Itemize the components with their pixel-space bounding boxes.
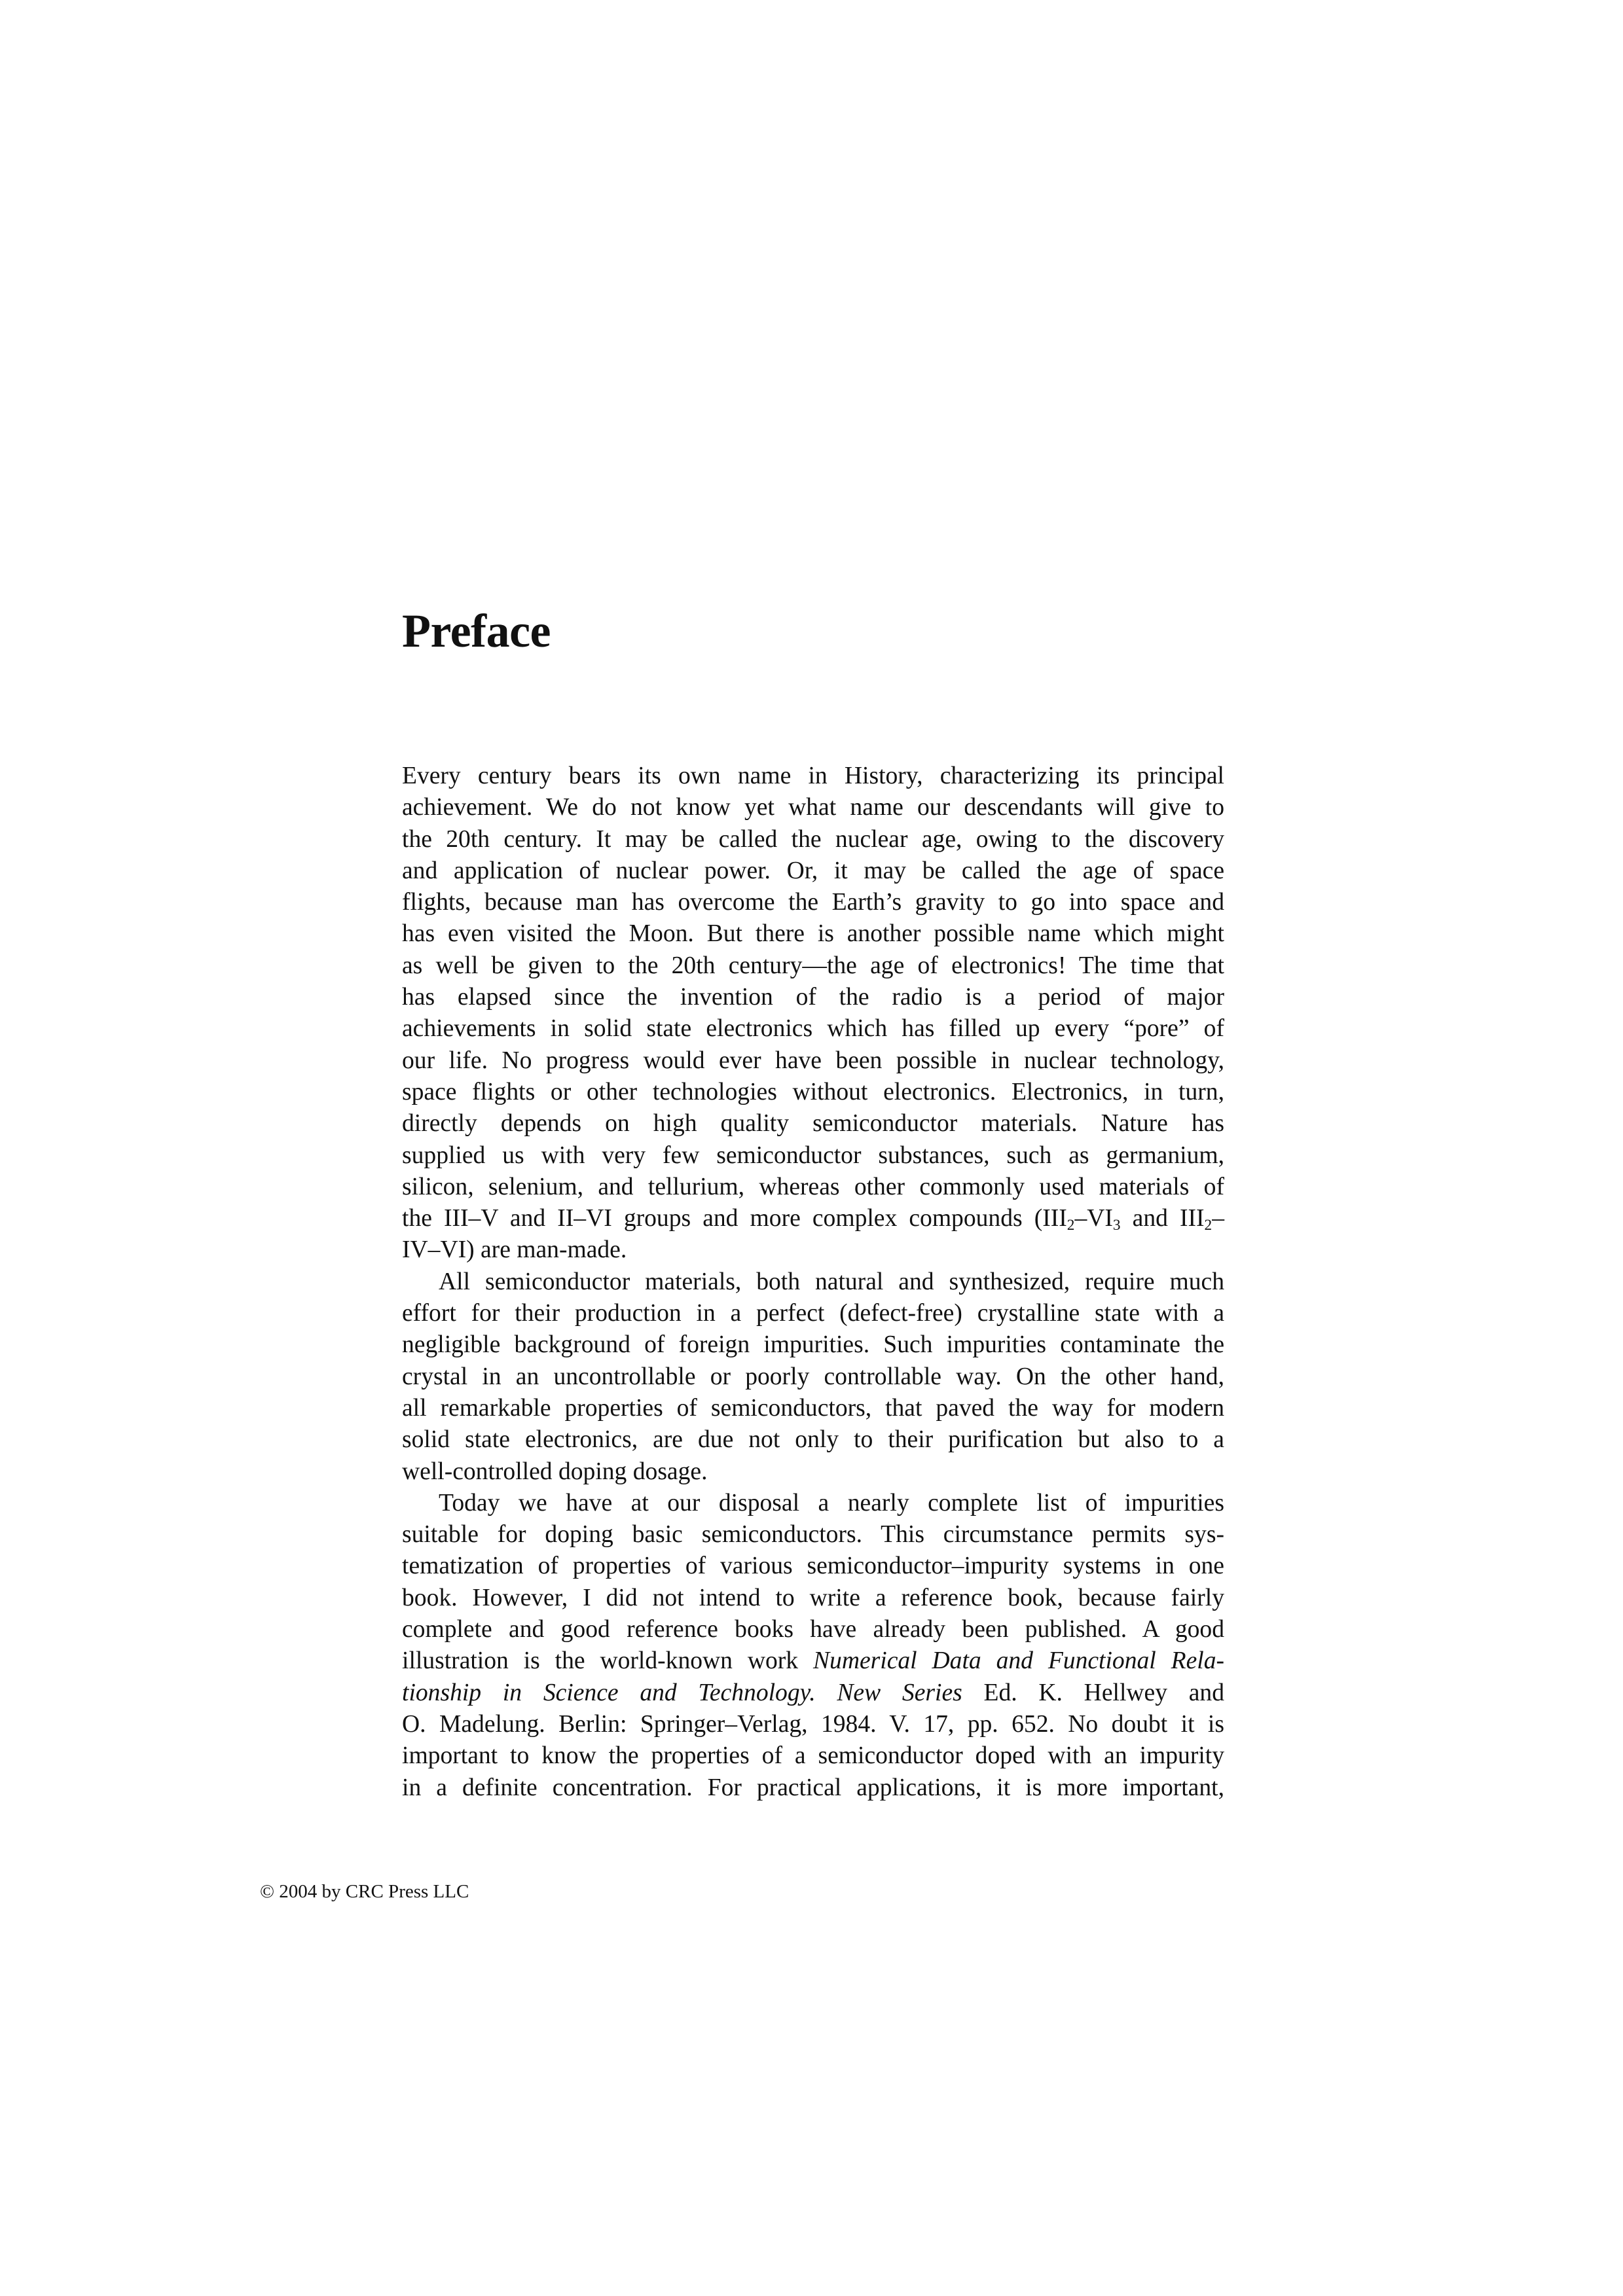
paragraph-1 — [402, 761, 1224, 1266]
page-title: Preface — [402, 605, 551, 657]
text-fragment: –VI — [1074, 1205, 1113, 1232]
book-title-italic: tionship in Science and Technology. New Series — [402, 1679, 962, 1706]
text-line-with-italic — [402, 1645, 1224, 1677]
text-line: crystal in an uncontrollable or poorly controllable way. On the other hand, — [402, 1363, 1224, 1390]
text-line: All semiconductor materials, both natural and synthesized, require much — [439, 1268, 1224, 1295]
text-line: our life. No progress would ever have been possible in nuclear technology, — [402, 1047, 1224, 1074]
text-line: tematization of properties of various semiconductor–impurity systems in one — [402, 1552, 1224, 1580]
text-line: Today we have at our disposal a nearly complete list of impurities — [439, 1489, 1224, 1516]
text-line: negligible background of foreign impurities. Such impurities contaminate the — [402, 1331, 1224, 1359]
text-fragment: and III — [1120, 1205, 1205, 1232]
text-line: well-controlled doping dosage. — [402, 1458, 708, 1485]
text-line: achievements in solid state electronics which has filled up every “pore” of — [402, 1015, 1224, 1043]
text-line: all remarkable properties of semiconductors, that paved the way for modern — [402, 1394, 1224, 1422]
text-line: suitable for doping basic semiconductors. This circumstance permits sys- — [402, 1521, 1224, 1549]
text-line: Every century bears its own name in History, characterizing its principal — [402, 762, 1224, 789]
subscript: 2 — [1204, 1216, 1213, 1234]
text-fragment: Ed. K. Hellwey and — [962, 1679, 1224, 1706]
book-title-italic: Numerical Data and Functional Rela- — [812, 1647, 1224, 1675]
text-line: achievement. We do not know yet what name our descendants will give to — [402, 794, 1224, 821]
copyright-footer: © 2004 by CRC Press LLC — [260, 1881, 469, 1902]
text-line: effort for their production in a perfect (defect-free) crystalline state with a — [402, 1300, 1224, 1327]
text-line: supplied us with very few semiconductor substances, such as germanium, — [402, 1141, 1224, 1169]
paragraph-3 — [402, 1488, 1224, 1804]
preface-body — [402, 761, 1224, 1804]
paragraph-2 — [402, 1266, 1224, 1488]
text-line: flights, because man has overcome the Earth’s gravity to go into space and — [402, 889, 1224, 916]
text-line: solid state electronics, are due not only to their purification but also to a — [402, 1426, 1224, 1454]
text-line: as well be given to the 20th century—the age of electronics! The time that — [402, 952, 1224, 979]
text-line: O. Madelung. Berlin: Springer–Verlag, 1984. V. 17, pp. 652. No doubt it is — [402, 1710, 1224, 1738]
text-line-with-subscripts — [402, 1203, 1224, 1234]
text-line: has even visited the Moon. But there is another possible name which might — [402, 920, 1224, 948]
text-line: and application of nuclear power. Or, it may be called the age of space — [402, 857, 1224, 884]
text-line: the 20th century. It may be called the nuclear age, owing to the discovery — [402, 825, 1224, 853]
text-line-with-italic — [402, 1677, 1224, 1709]
text-line: important to know the properties of a semiconductor doped with an impurity — [402, 1742, 1224, 1770]
text-fragment: – — [1212, 1205, 1224, 1232]
text-line: complete and good reference books have already been published. A good — [402, 1616, 1224, 1643]
subscript: 2 — [1067, 1216, 1075, 1234]
text-line: space flights or other technologies without electronics. Electronics, in turn, — [402, 1078, 1224, 1105]
text-line: IV–VI) are man-made. — [402, 1236, 627, 1264]
subscript: 3 — [1112, 1216, 1121, 1234]
text-line: has elapsed since the invention of the radio is a period of major — [402, 984, 1224, 1011]
text-fragment: illustration is the world-known work — [402, 1647, 813, 1675]
text-line: in a definite concentration. For practical applications, it is more important, — [402, 1774, 1224, 1801]
text-fragment: the III–V and II–VI groups and more complex compounds (III — [402, 1205, 1067, 1232]
text-line: directly depends on high quality semiconductor materials. Nature has — [402, 1110, 1224, 1138]
text-line: book. However, I did not intend to write a reference book, because fairly — [402, 1584, 1224, 1611]
text-line: silicon, selenium, and tellurium, whereas other commonly used materials of — [402, 1173, 1224, 1200]
